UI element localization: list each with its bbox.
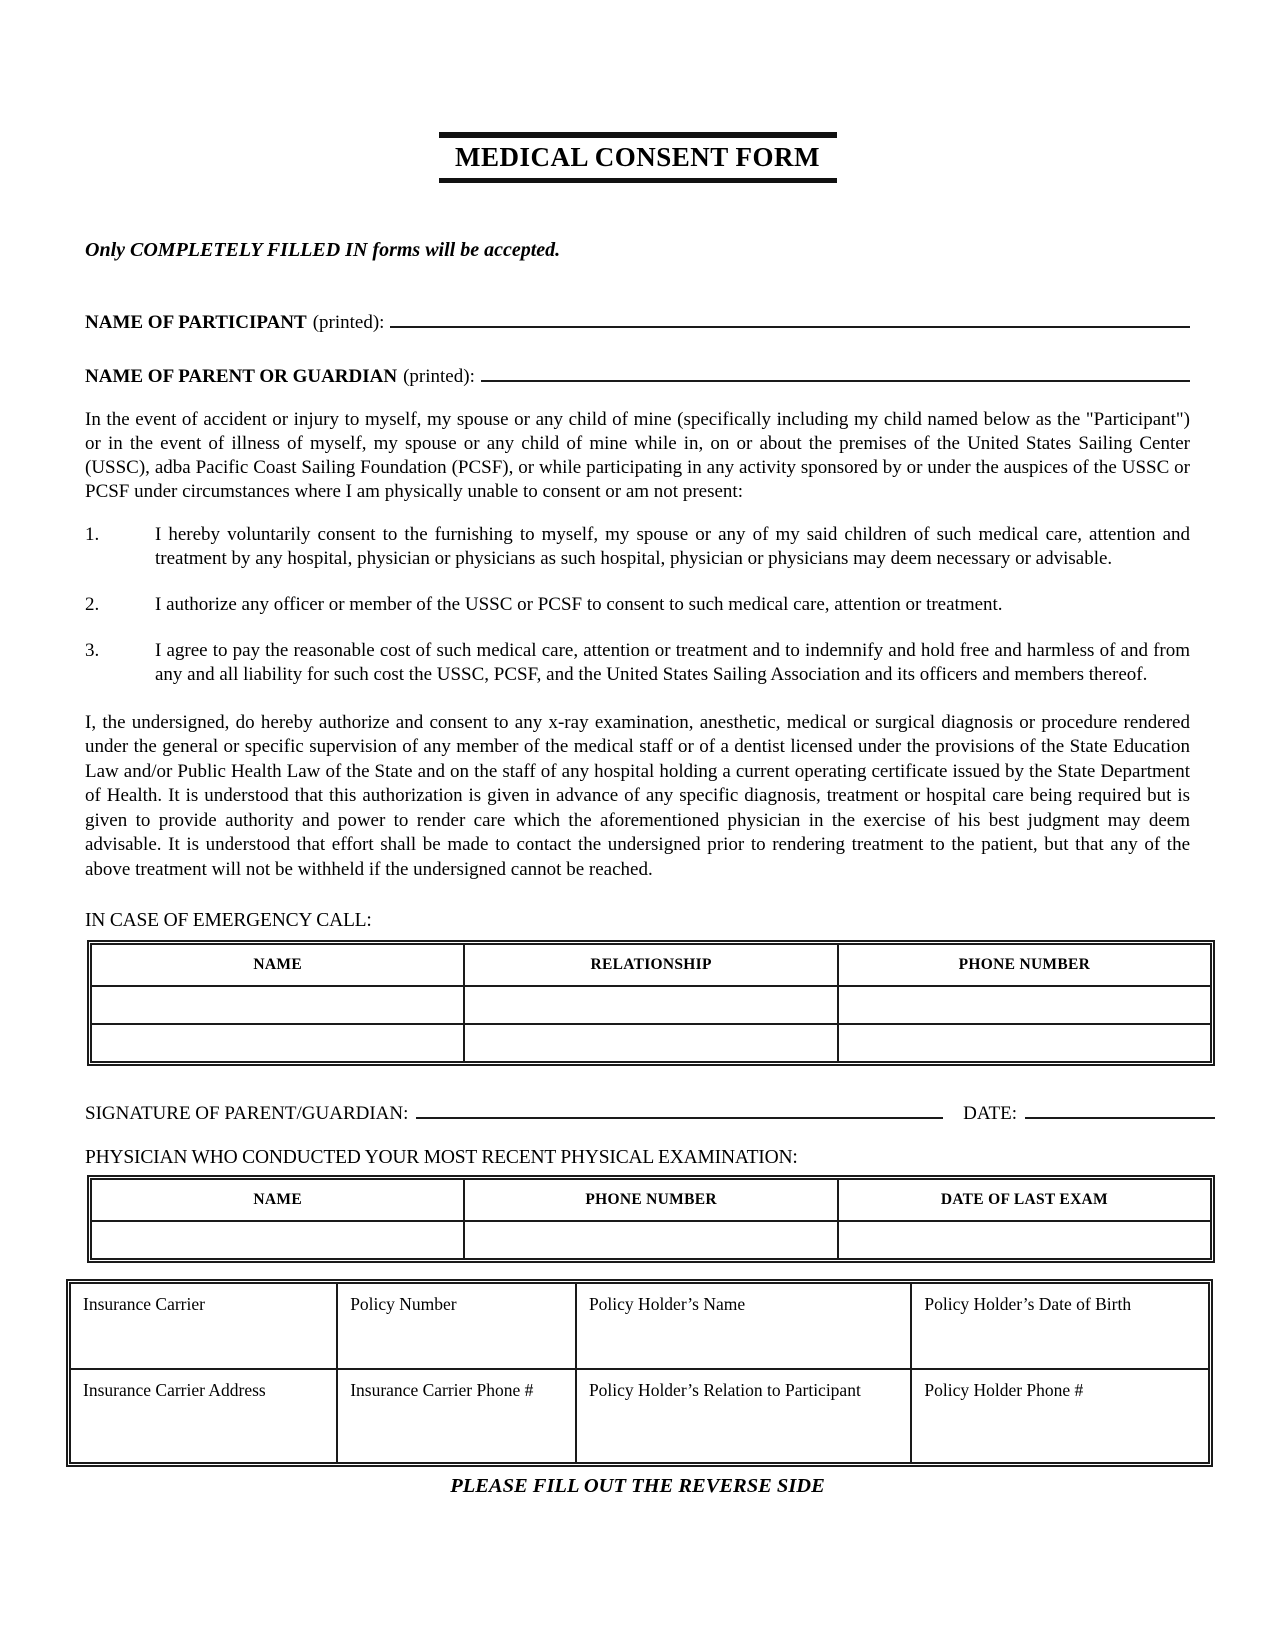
consent-item-1 [85,523,1190,571]
consent-item-2-text: I authorize any officer or member of the USSC or PCSF to consent to such medical care, attention or treatment. [155,593,1003,615]
consent-item-1-text: I hereby voluntarily consent to the furnishing to myself, my spouse or any of my said children of such medical care, attention and treatment by any hospital, physician or physicians as such hospital, physician or physicians may deem necessary or advisable. [155,523,1190,569]
emergency-header-relationship: RELATIONSHIP [465,945,838,987]
physician-row-1 [92,1222,1210,1258]
consent-item-2-number: 2. [85,593,100,615]
emergency-row2-relationship-cell[interactable] [465,1025,838,1061]
physician-last-exam-cell[interactable] [839,1222,1210,1258]
physician-phone-cell[interactable] [465,1222,838,1258]
emergency-table-header-row [92,945,1210,987]
insurance-carrier-address-cell[interactable]: Insurance Carrier Address [71,1370,338,1462]
participant-printed-suffix: (printed): [312,311,385,333]
consent-item-3-text: I agree to pay the reasonable cost of such medical care, attention or treatment and to indemnify and hold free and harmless of and from any and all liability for such cost the USSC, PCSF, and the United States Sailing Association and its officers and members thereof. [155,639,1190,685]
insurance-row-1 [71,1284,1208,1370]
physician-name-cell[interactable] [92,1222,465,1258]
form-title-block [439,132,837,183]
insurance-row-2 [71,1370,1208,1462]
authorization-paragraph: I, the undersigned, do hereby authorize and consent to any x-ray examination, anesthetic, medical or surgical diagnosis or procedure rendered under the general or specific supervision of any member of the medical staff or of a dentist licensed under the provisions of the State Education Law and/or Public Health Law of the State and on the staff of any hospital holding a current operating certificate issued by the State Department of Health. It is understood that this authorization is given in advance of any specific diagnosis, treatment or hospital care being required but is given to provide authority and power to render care which the aforementioned physician in the exercise of his best judgment may deem advisable. It is understood that effort shall be made to contact the undersigned prior to rendering treatment to the patient, but that any of the above treatment will not be withheld if the undersigned cannot be reached. [85,711,1190,880]
consent-item-3 [85,639,1190,687]
physician-header-last-exam: DATE OF LAST EXAM [839,1180,1210,1222]
policy-holder-name-cell[interactable]: Policy Holder’s Name [577,1284,912,1370]
signature-field[interactable] [416,1098,943,1119]
physician-table-header-row [92,1180,1210,1222]
policy-holder-phone-cell[interactable]: Policy Holder Phone # [924,1380,1084,1401]
physician-table [87,1175,1215,1263]
participant-name-field[interactable] [390,306,1190,328]
page-title: MEDICAL CONSENT FORM [454,142,821,172]
consent-item-3-number: 3. [85,639,100,661]
emergency-header-name: NAME [92,945,465,987]
participant-name-label: NAME OF PARTICIPANT [85,311,307,333]
policy-holder-dob-cell[interactable]: Policy Holder’s Date of Birth [912,1284,1208,1370]
date-label: DATE: [963,1103,1017,1125]
emergency-contacts-table [87,940,1215,1066]
emergency-row1-name-cell[interactable] [92,987,465,1025]
emergency-section-heading: IN CASE OF EMERGENCY CALL: [85,910,372,932]
guardian-printed-suffix: (printed): [403,365,475,387]
participant-name-row [85,306,1190,334]
emergency-row1-phone-cell[interactable] [839,987,1210,1025]
emergency-row2-name-cell[interactable] [92,1025,465,1061]
date-field[interactable] [1025,1098,1215,1119]
consent-item-1-number: 1. [85,523,100,545]
physician-section-heading: PHYSICIAN WHO CONDUCTED YOUR MOST RECENT PHYSICAL EXAMINATION: [85,1147,798,1169]
intro-paragraph: In the event of accident or injury to myself, my spouse or any child of mine (specifically including my child named below as the "Participant") or in the event of illness of myself, my spouse or any child of mine while in, on or about the premises of the United States Sailing Center (USSC), adba Pacific Coast Sailing Foundation (PCSF), or while participating in any activity sponsored by or under the auspices of the USSC or PCSF under circumstances where I am physically unable to consent or am not present: [85,408,1190,502]
completeness-notice: Only COMPLETELY FILLED IN forms will be accepted. [85,239,561,261]
insurance-carrier-cell[interactable]: Insurance Carrier [71,1284,338,1370]
physician-header-name: NAME [92,1180,465,1222]
signature-row [85,1098,1215,1125]
emergency-row-1 [92,987,1210,1025]
insurance-carrier-phone-cell[interactable]: Insurance Carrier Phone # [338,1370,577,1462]
guardian-name-row [85,360,1190,388]
consent-list [85,523,1190,687]
consent-item-2 [85,593,1190,617]
emergency-row1-relationship-cell[interactable] [465,987,838,1025]
guardian-name-label: NAME OF PARENT OR GUARDIAN [85,365,398,387]
signature-label: SIGNATURE OF PARENT/GUARDIAN: [85,1103,409,1125]
policy-number-cell[interactable]: Policy Number [338,1284,577,1370]
reverse-side-note: PLEASE FILL OUT THE REVERSE SIDE [450,1475,825,1498]
emergency-row-2 [92,1025,1210,1061]
title-bottom-rule [439,178,837,183]
policy-holder-relation-cell[interactable]: Policy Holder’s Relation to Participant [577,1370,912,1462]
emergency-header-phone: PHONE NUMBER [839,945,1210,987]
insurance-table [66,1279,1213,1467]
physician-header-phone: PHONE NUMBER [465,1180,838,1222]
emergency-row2-phone-cell[interactable] [839,1025,1210,1061]
guardian-name-field[interactable] [481,360,1190,382]
